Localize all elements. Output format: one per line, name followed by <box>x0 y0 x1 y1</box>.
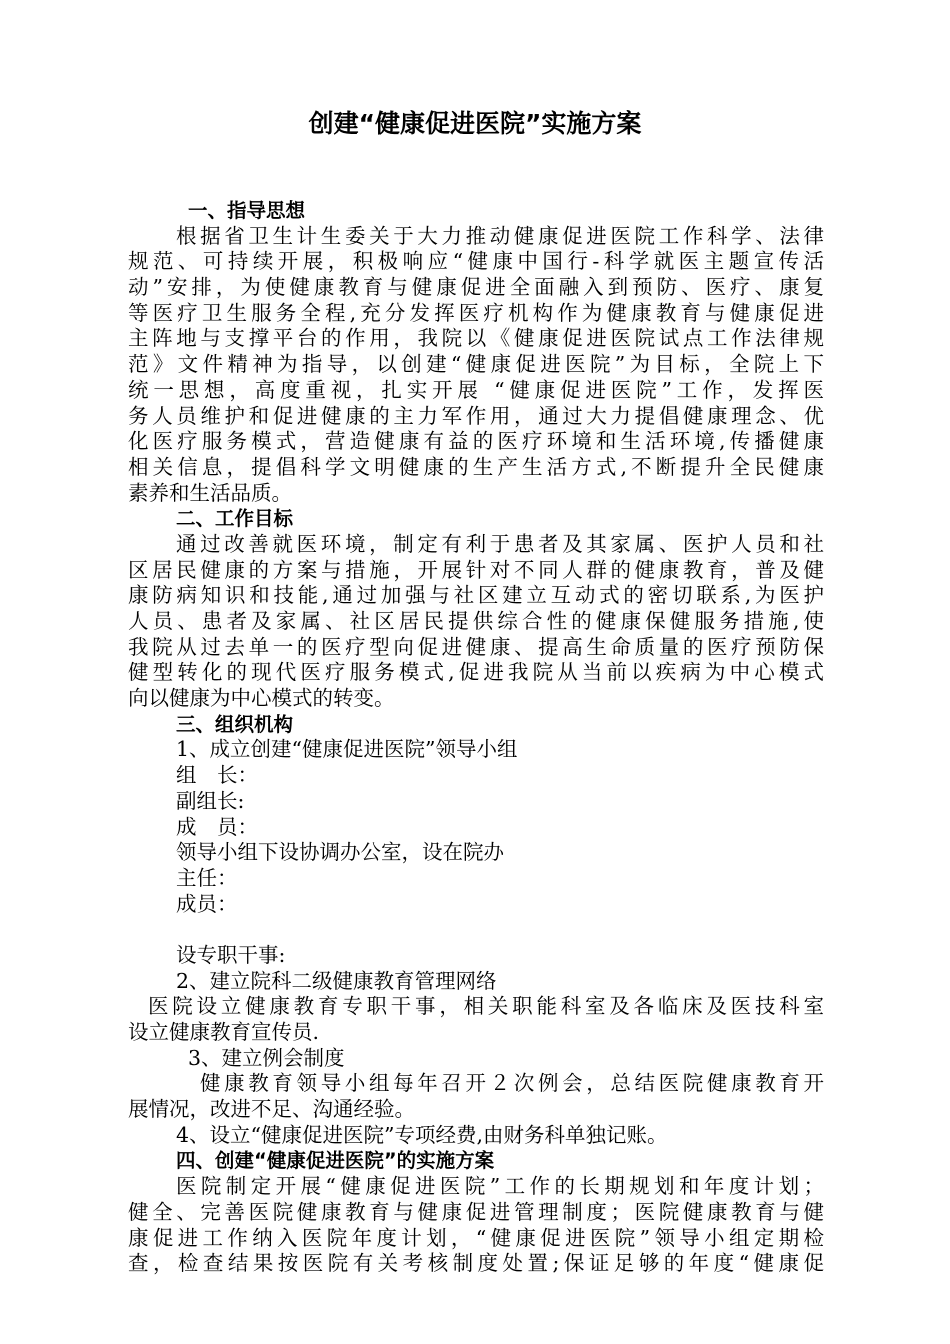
text-line: 副组长: <box>176 788 245 813</box>
section-heading: 四、创建“健康促进医院”的实施方案 <box>176 1149 495 1173</box>
text-line: 成 员： <box>176 814 258 839</box>
text-line: 通过改善就医环境，制定有利于患者及其家属、医护人员和社 <box>176 531 824 556</box>
text-line: 康防病知识和技能,通过加强与社区建立互动式的密切联系,为医护 <box>128 583 824 608</box>
text-line: 人员、患者及家属、社区居民提供综合性的健康保健服务措施,使 <box>128 609 824 633</box>
text-line: 等医疗卫生服务全程,充分发挥医疗机构作为健康教育与健康促进 <box>128 300 824 325</box>
text-line: 向以健康为中心模式的转变。 <box>128 686 395 711</box>
text-line: 化医疗服务模式，营造健康有益的医疗环境和生活环境,传播健康 <box>128 429 824 454</box>
text-line: 医院设立健康教育专职干事，相关职能科室及各临床及医技科室 <box>148 994 824 1019</box>
text-line: 查，检查结果按医院有关考核制度处置;保证足够的年度“健康促 <box>128 1251 824 1276</box>
blank-line <box>128 917 824 943</box>
section-heading: 一、指导思想 <box>188 199 306 222</box>
text-line: 根据省卫生计生委关于大力推动健康促进医院工作科学、法律 <box>176 223 824 248</box>
text-line: 规范、可持续开展，积极响应“健康中国行-科学就医主题宣传活 <box>128 249 824 274</box>
section-heading: 三、组织机构 <box>176 712 294 736</box>
text-line: 主任： <box>176 865 238 890</box>
text-line: 主阵地与支撑平台的作用，我院以《健康促进医院试点工作法律规 <box>128 326 824 351</box>
text-line: 素养和生活品质。 <box>128 480 292 505</box>
text-line: 我院从过去单一的医疗型向促进健康、提高生命质量的医疗预防保 <box>128 634 824 659</box>
text-line: 组 长： <box>176 763 258 788</box>
text-line: 设立健康教育宣传员. <box>128 1020 320 1044</box>
document-title: 创建“健康促进医院”实施方案 <box>308 109 642 138</box>
text-line: 区居民健康的方案与措施，开展针对不同人群的健康教育，普及健 <box>128 557 824 582</box>
document-body <box>128 198 824 1277</box>
text-line: 2、建立院科二级健康教育管理网络 <box>176 968 497 993</box>
section-heading: 二、工作目标 <box>176 507 294 531</box>
text-line: 领导小组下设协调办公室，设在院办 <box>176 840 504 865</box>
text-line: 4、设立“健康促进医院”专项经费,由财务科单独记账。 <box>176 1122 668 1147</box>
text-line: 务人员维护和促进健康的主力军作用，通过大力提倡健康理念、优 <box>128 403 824 428</box>
text-line: 健全、完善医院健康教育与健康促进管理制度；医院健康教育与健 <box>128 1199 824 1224</box>
text-line: 动”安排，为使健康教育与健康促进全面融入到预防、医疗、康复 <box>128 275 824 300</box>
text-line: 医院制定开展“健康促进医院”工作的长期规划和年度计划； <box>176 1174 824 1199</box>
text-line: 健康教育领导小组每年召开２次例会，总结医院健康教育开 <box>200 1071 824 1096</box>
text-line: 成员： <box>176 891 238 916</box>
text-line: 相关信息，提倡科学文明健康的生产生活方式,不断提升全民健康 <box>128 454 824 479</box>
text-line: 范》文件精神为指导，以创建“健康促进医院”为目标，全院上下 <box>128 352 824 377</box>
text-line: 康促进工作纳入医院年度计划，“健康促进医院”领导小组定期检 <box>128 1225 824 1250</box>
text-line: 设专职干事: <box>176 942 286 967</box>
text-line: 健型转化的现代医疗服务模式,促进我院从当前以疾病为中心模式 <box>128 660 824 685</box>
text-line: 3、建立例会制度 <box>188 1045 345 1070</box>
text-line: 展情况，改进不足、沟通经验。 <box>128 1097 415 1122</box>
text-line: 统一思想，高度重视，扎实开展 “健康促进医院”工作，发挥医 <box>128 377 824 402</box>
text-line: 1、成立创建“健康促进医院”领导小组 <box>176 737 518 762</box>
